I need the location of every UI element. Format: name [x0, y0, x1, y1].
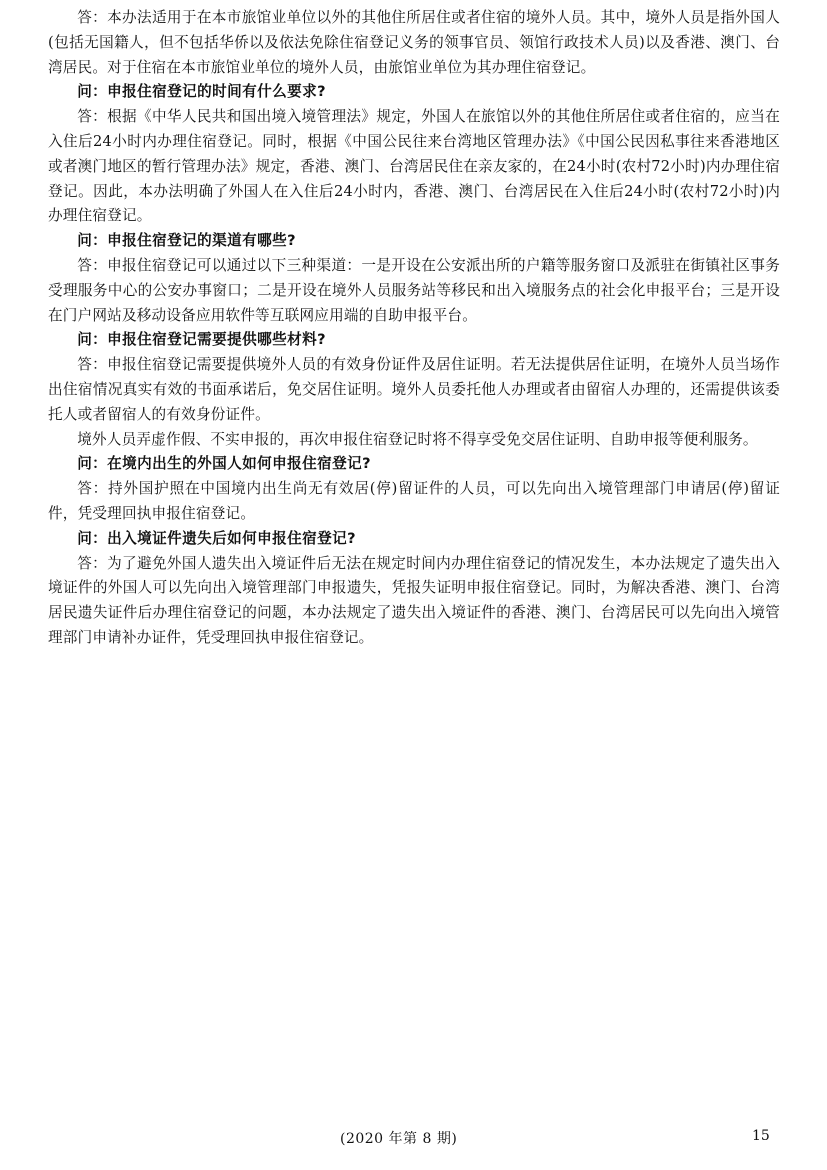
answer-paragraph: 答：申报住宿登记需要提供境外人员的有效身份证件及居住证明。若无法提供居住证明，在境外人员当场作出住宿情况真实有效的书面承诺后，免交居住证明。境外人员委托他人办理或者由留宿人办理的，还需提供该委托人或者留宿人的有效身份证件。 — [48, 356, 780, 423]
answer-paragraph: 答：为了避免外国人遗失出入境证件后无法在规定时间内办理住宿登记的情况发生，本办法规定了遗失出入境证件的外国人可以先向出入境管理部门申报遗失，凭报失证明申报住宿登记。同时，为解决香港、澳门、台湾居民遗失证件后办理住宿登记的问题，本办法规定了遗失出入境证件的香港、澳门、台湾居民可以先向出入境管理部门申请补办证件，凭受理回执申报住宿登记。 — [48, 554, 780, 646]
question-heading: 问：申报住宿登记的时间有什么要求? — [77, 83, 326, 101]
answer-paragraph: 答：本办法适用于在本市旅馆业单位以外的其他住所居住或者住宿的境外人员。其中，境外人员是指外国人(包括无国籍人，但不包括华侨以及依法免除住宿登记义务的领事官员、领馆行政技术人员)以及香港、澳门、台湾居民。对于住宿在本市旅馆业单位的境外人员，由旅馆业单位为其办理住宿登记。 — [48, 9, 780, 76]
question-heading: 问：在境内出生的外国人如何申报住宿登记? — [77, 455, 371, 473]
body-paragraph: 境外人员弄虚作假、不实申报的，再次申报住宿登记时将不得享受免交居住证明、自助申报等便利服务。 — [77, 430, 758, 448]
page-footer — [0, 1128, 827, 1152]
page-number: 15 — [752, 1128, 770, 1144]
answer-paragraph: 答：根据《中华人民共和国出境入境管理法》规定，外国人在旅馆以外的其他住所居住或者住宿的，应当在入住后24小时内办理住宿登记。同时，根据《中国公民往来台湾地区管理办法》《中国公民因私事往来香港地区或者澳门地区的暂行管理办法》规定，香港、澳门、台湾居民住在亲友家的，在24小时(农村72小时)内办理住宿登记。因此，本办法明确了外国人在入住后24小时内，香港、澳门、台湾居民在入住后24小时(农村72小时)内办理住宿登记。 — [48, 108, 780, 225]
issue-label: (2020 年第 8 期) — [340, 1131, 458, 1147]
answer-paragraph: 答：持外国护照在中国境内出生尚无有效居(停)留证件的人员，可以先向出入境管理部门申请居(停)留证件，凭受理回执申报住宿登记。 — [48, 480, 780, 522]
question-heading: 问：出入境证件遗失后如何申报住宿登记? — [77, 529, 356, 547]
answer-paragraph: 答：申报住宿登记可以通过以下三种渠道：一是开设在公安派出所的户籍等服务窗口及派驻在街镇社区事务受理服务中心的公安办事窗口；二是开设在境外人员服务站等移民和出入境服务点的社会化申报平台；三是开设在门户网站及移动设备应用软件等互联网应用端的自助申报平台。 — [48, 256, 780, 324]
question-heading: 问：申报住宿登记的渠道有哪些? — [77, 232, 296, 250]
article-body — [48, 6, 780, 651]
question-heading: 问：申报住宿登记需要提供哪些材料? — [77, 331, 326, 349]
